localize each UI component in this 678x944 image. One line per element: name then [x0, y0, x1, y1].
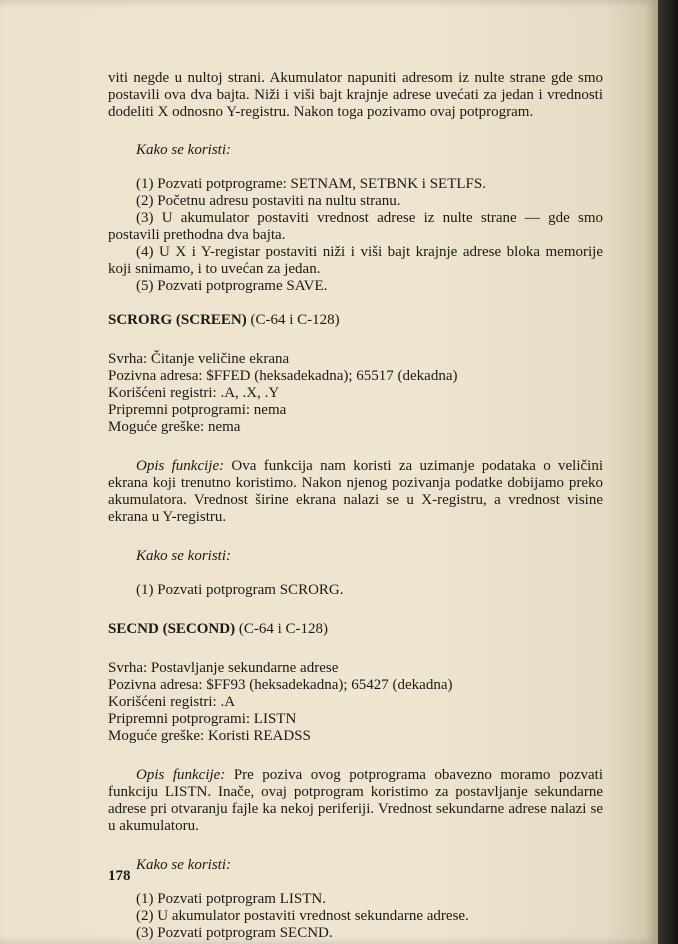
book-edge — [658, 0, 678, 944]
detail-line: Pozivna adresa: $FF93 (heksadekadna); 65427 (dekadna) — [108, 677, 453, 693]
step: (2) Početnu adresu postaviti na nultu stranu. — [136, 193, 401, 209]
scrorg-description — [108, 458, 603, 526]
detail-line: Pripremni potprogrami: LISTN — [108, 711, 297, 727]
step: (3) U akumulator postaviti vrednost adrese iz nulte strane — gde smo postavili prethodna dva bajta. — [108, 210, 603, 243]
detail-line: Svrha: Postavljanje sekundarne adrese — [108, 660, 339, 676]
description-label: Opis funkcije: — [136, 767, 226, 783]
steps-list-save — [108, 176, 603, 295]
step: (2) U akumulator postaviti vrednost sekundarne adrese. — [136, 908, 469, 924]
usage-label: Kako se koristi: — [136, 548, 231, 564]
secnd-description — [108, 767, 603, 835]
step: (1) Pozvati potprogram SCRORG. — [136, 582, 344, 598]
description-text: Pre poziva ovog potprograma obavezno moramo pozvati funkciju LISTN. Inače, ovaj potprogram koristimo za postavljanje sekundarne adrese pri otvaranju fajle ka nekoj periferiji. Vrednost sekundarne adrese nalazi se u akumulatoru. — [108, 767, 604, 834]
step: (5) Pozvati potprograme SAVE. — [136, 278, 328, 294]
heading-name: SECND (SECOND) — [108, 621, 236, 637]
scrorg-details — [108, 351, 603, 436]
step: (1) Pozvati potprogram LISTN. — [136, 891, 326, 907]
detail-line: Moguće greške: Koristi READSS — [108, 728, 311, 744]
step: (1) Pozvati potprograme: SETNAM, SETBNK i SETLFS. — [136, 176, 486, 192]
detail-line: Pripremni potprogrami: nema — [108, 402, 287, 418]
heading-platform: (C-64 i C-128) — [238, 621, 329, 637]
description-text: Ova funkcija nam koristi za uzimanje podataka o veličini ekrana koji trenutno koristimo. Nakon njenog pozivanja podatke dobijamo preko akumulatora. Vrednost širine ekrana nalazi se u X-registru, a vrednost visine ekrana u Y-registru. — [108, 458, 603, 525]
heading-name: SCRORG (SCREEN) — [108, 312, 247, 328]
secnd-details — [108, 660, 603, 745]
detail-line: Korišćeni registri: .A — [108, 694, 236, 710]
detail-line: Svrha: Čitanje veličine ekrana — [108, 351, 290, 367]
detail-line: Korišćeni registri: .A, .X, .Y — [108, 385, 280, 401]
step: (4) U X i Y-registar postaviti niži i viši bajt krajnje adrese bloka memorije koji snimamo, i to uvećan za jedan. — [108, 244, 603, 277]
page-number: 178 — [108, 868, 131, 884]
section-heading-scrorg — [108, 312, 603, 329]
intro-paragraph: viti negde u nultoj strani. Akumulator napuniti adresom iz nulte strane gde smo postavili ova dva bajta. Niži i viši bajt krajnje adrese uvećati za jedan i vrednosti dodeliti X odnosno Y-registru. Nakon toga pozivamo ovaj potprogram. — [108, 70, 603, 120]
page-text — [108, 70, 603, 942]
usage-label: Kako se koristi: — [136, 142, 231, 158]
detail-line: Pozivna adresa: $FFED (heksadekadna); 65517 (dekadna) — [108, 368, 458, 384]
description-label: Opis funkcije: — [136, 458, 225, 474]
steps-list-secnd — [108, 891, 603, 942]
usage-label: Kako se koristi: — [136, 857, 231, 873]
detail-line: Moguće greške: nema — [108, 419, 241, 435]
heading-platform: (C-64 i C-128) — [250, 312, 340, 328]
section-heading-secnd — [108, 621, 603, 638]
step: (3) Pozvati potprogram SECND. — [136, 925, 333, 941]
